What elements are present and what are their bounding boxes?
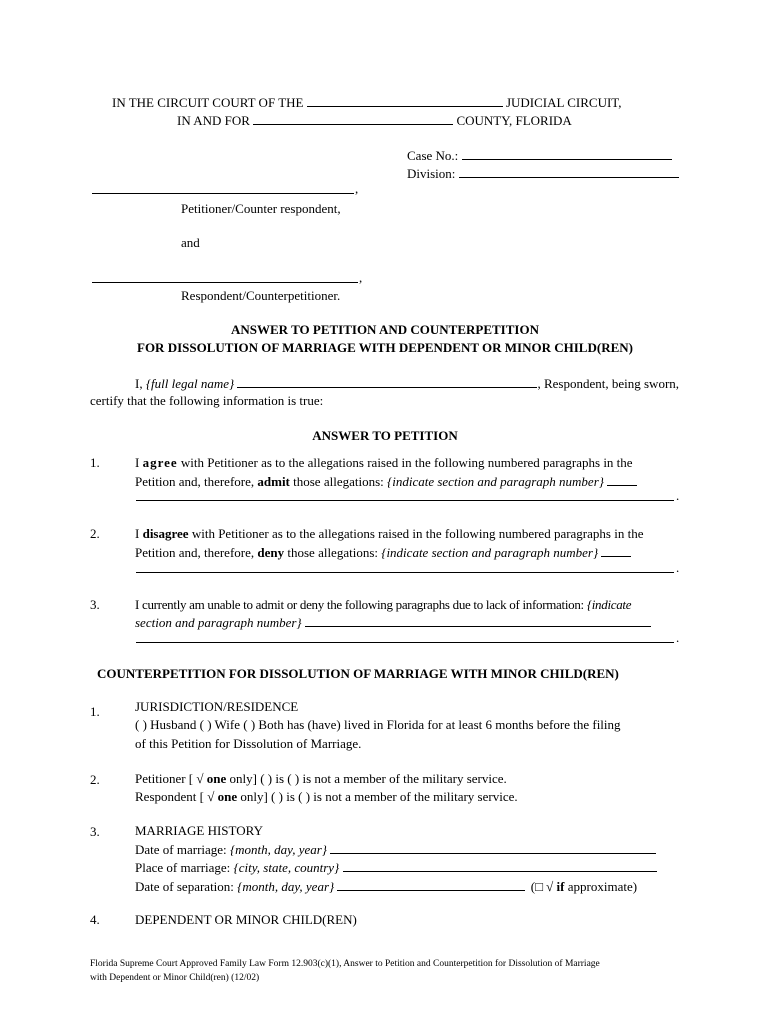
answer-item-1-text-a: I (135, 455, 143, 470)
respondent-name-blank[interactable] (92, 282, 358, 283)
form-title-line1: ANSWER TO PETITION AND COUNTERPETITION (231, 322, 539, 337)
case-number-blank[interactable] (462, 147, 672, 160)
answer-item-1-line2 (135, 473, 637, 490)
answer-item-2-text-b: with Petitioner as to the allegations raised in the following numbered paragraphs in the (188, 526, 644, 541)
petitioner-military-options: only] ( ) is ( ) is not a member of the military service. (226, 771, 507, 786)
in-and-for-label: IN AND FOR (177, 113, 250, 128)
place-of-marriage-hint: {city, state, country} (233, 860, 340, 875)
section-2-number: 2. (90, 772, 100, 787)
respondent-comma: , (359, 270, 363, 285)
answer-item-3-line2 (135, 614, 651, 631)
date-of-separation-blank[interactable] (337, 878, 525, 891)
place-of-marriage-label: Place of marriage: (135, 860, 234, 875)
respondent-military-label: Respondent [ (135, 789, 208, 804)
form-title-line2: FOR DISSOLUTION OF MARRIAGE WITH DEPENDENT OR MINOR CHILD(REN) (137, 340, 633, 355)
division-row (407, 165, 679, 182)
county-blank[interactable] (253, 112, 453, 125)
intro-prefix: I, (135, 376, 146, 391)
answer-item-2-period: . (676, 560, 680, 575)
answer-item-2-blank-a[interactable] (601, 544, 631, 557)
answer-item-1-line1 (135, 455, 633, 471)
admit-keyword: admit (257, 474, 290, 489)
intro-line2: certify that the following information is true: (90, 393, 324, 408)
date-of-marriage-blank[interactable] (330, 841, 656, 854)
respondent-military-options: only] ( ) is ( ) is not a member of the military service. (237, 789, 518, 804)
intro-line1 (135, 375, 679, 392)
section-4-title: DEPENDENT OR MINOR CHILD(REN) (135, 912, 357, 927)
respondent-military-row[interactable] (135, 789, 518, 805)
answer-item-1-blank-a[interactable] (607, 473, 637, 486)
section-1-title: JURISDICTION/RESIDENCE (135, 699, 299, 714)
check-icon: √ (196, 771, 204, 786)
respondent-label: Respondent/Counterpetitioner. (181, 288, 341, 303)
place-of-marriage-row (135, 859, 657, 876)
answer-item-1-hint: {indicate section and paragraph number} (387, 474, 604, 489)
and-label: and (181, 235, 200, 250)
check-icon: √ (207, 789, 215, 804)
date-of-separation-label: Date of separation: (135, 879, 238, 894)
approximate-checkbox[interactable]: □ (535, 879, 543, 894)
counterpetition-heading: COUNTERPETITION FOR DISSOLUTION OF MARRIAGE WITH MINOR CHILD(REN) (97, 666, 619, 681)
one-keyword: one (214, 789, 238, 804)
case-number-label: Case No.: (407, 148, 459, 163)
answer-item-1-number: 1. (90, 455, 100, 470)
section-4-number: 4. (90, 912, 100, 927)
agree-keyword: agree (142, 455, 178, 470)
footer-line1: Florida Supreme Court Approved Family Law Form 12.903(c)(1), Answer to Petition and Counterpetition for Dissolution of Marriage (90, 959, 600, 969)
date-of-separation-hint: {month, day, year} (237, 879, 335, 894)
answer-item-3-period: . (676, 630, 680, 645)
answer-item-1-text-b: with Petitioner as to the allegations raised in the following numbered paragraphs in the (177, 455, 633, 470)
court-header-line2 (177, 112, 572, 129)
section-3-number: 3. (90, 824, 100, 839)
answer-item-3-text: I currently am unable to admit or deny the following paragraphs due to lack of information: (135, 597, 587, 612)
court-header-suffix: JUDICIAL CIRCUIT, (505, 95, 622, 110)
disagree-keyword: disagree (142, 526, 189, 541)
answer-item-2-line1 (135, 526, 643, 542)
residence-options[interactable]: ( ) Husband ( ) Wife ( ) Both has (have) lived in Florida for at least 6 months before the filing (135, 717, 621, 732)
answer-item-1-text-d: those allegations: (289, 474, 388, 489)
answer-item-2-blank-b[interactable] (136, 572, 674, 573)
date-of-marriage-label: Date of marriage: (135, 842, 230, 857)
full-legal-name-blank[interactable] (237, 375, 537, 388)
one-keyword: one (203, 771, 227, 786)
answer-item-2-text-c: Petition and, therefore, (135, 545, 258, 560)
division-label: Division: (407, 166, 456, 181)
court-header-line1 (112, 94, 622, 111)
date-of-marriage-hint: {month, day, year} (229, 842, 327, 857)
answer-item-3-hint-b: section and paragraph number} (135, 615, 302, 630)
answer-item-2-line2 (135, 544, 631, 561)
answer-item-3-number: 3. (90, 597, 100, 612)
residence-line2: of this Petition for Dissolution of Marriage. (135, 736, 362, 751)
county-label: COUNTY, FLORIDA (456, 113, 572, 128)
deny-keyword: deny (257, 545, 285, 560)
answer-heading: ANSWER TO PETITION (312, 428, 458, 443)
petitioner-military-row[interactable] (135, 771, 507, 787)
answer-item-3-line1 (135, 597, 631, 613)
date-of-marriage-row (135, 841, 656, 858)
intro-suffix: , Respondent, being sworn, (537, 376, 680, 391)
case-number-row (407, 147, 672, 164)
petitioner-comma: , (355, 181, 359, 196)
petitioner-label: Petitioner/Counter respondent, (181, 201, 341, 216)
footer-line2: with Dependent or Minor Child(ren) (12/02) (90, 973, 260, 983)
answer-item-3-hint-a: {indicate (586, 597, 632, 612)
place-of-marriage-blank[interactable] (343, 859, 657, 872)
approximate-open: ( (530, 879, 536, 894)
check-if-label: √ if (542, 879, 565, 894)
answer-item-2-number: 2. (90, 526, 100, 541)
answer-item-1-blank-b[interactable] (136, 500, 674, 501)
section-3-title: MARRIAGE HISTORY (135, 823, 263, 838)
answer-item-3-blank-a[interactable] (305, 614, 651, 627)
full-name-hint: {full legal name} (145, 376, 235, 391)
answer-item-1-period: . (676, 488, 680, 503)
answer-item-2-text-a: I (135, 526, 143, 541)
court-header-prefix: IN THE CIRCUIT COURT OF THE (112, 95, 304, 110)
answer-item-2-text-d: those allegations: (284, 545, 382, 560)
answer-item-3-blank-b[interactable] (136, 642, 674, 643)
date-of-separation-row (135, 878, 637, 895)
approximate-label: approximate) (564, 879, 638, 894)
division-blank[interactable] (459, 165, 679, 178)
section-1-number: 1. (90, 704, 100, 719)
petitioner-military-label: Petitioner [ (135, 771, 197, 786)
answer-item-2-hint: {indicate section and paragraph number} (381, 545, 599, 560)
judicial-circuit-blank[interactable] (307, 94, 503, 107)
answer-item-1-text-c: Petition and, therefore, (135, 474, 258, 489)
petitioner-name-blank[interactable] (92, 193, 354, 194)
